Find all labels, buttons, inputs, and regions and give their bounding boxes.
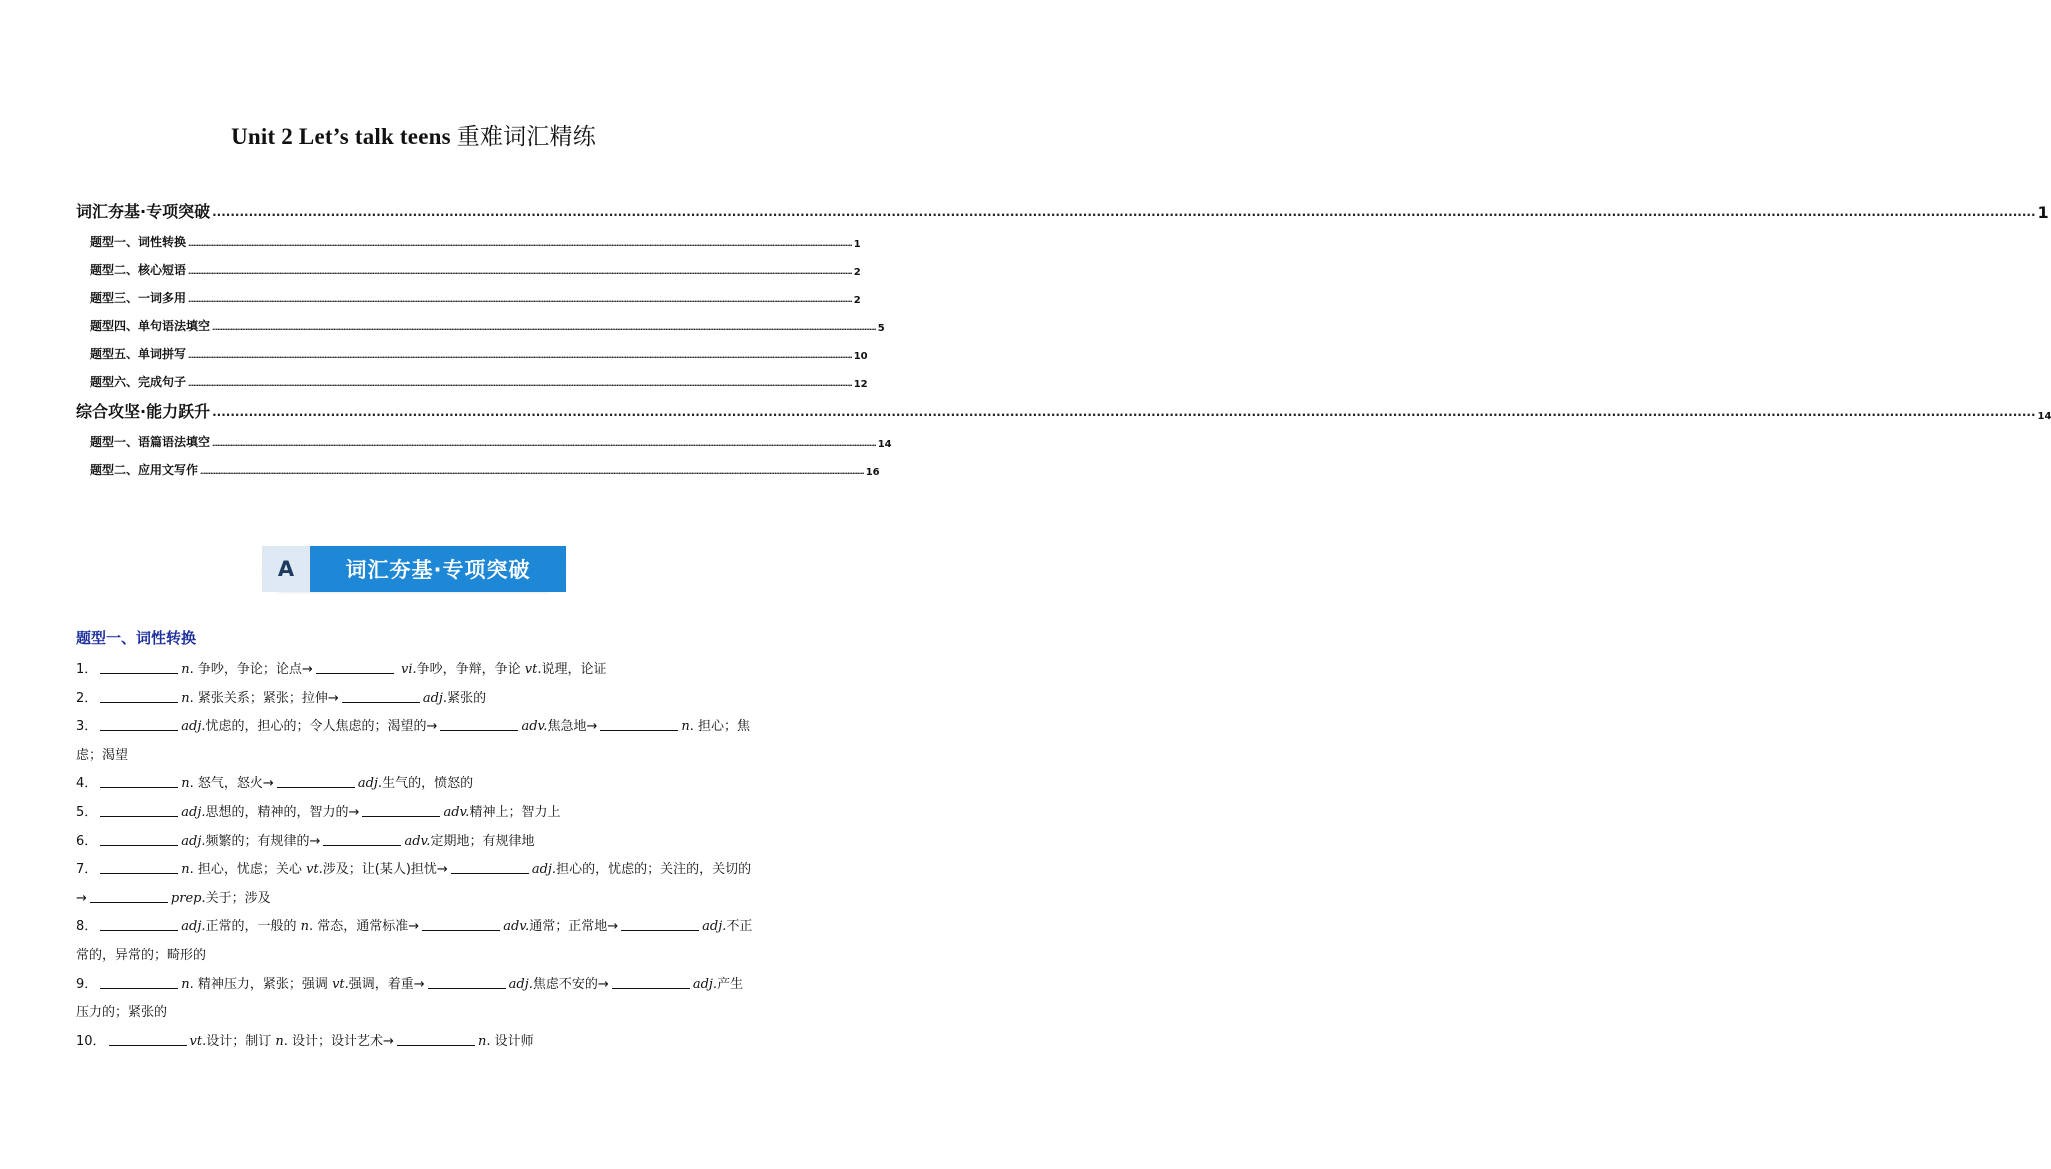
part-of-speech: adj. [181, 719, 206, 735]
toc-entry[interactable] [76, 306, 885, 334]
exercise-item [76, 713, 756, 770]
answer-blank[interactable] [451, 859, 529, 874]
toc-entry-label: 题型六、完成句子 [90, 375, 187, 389]
exercise-item [76, 1028, 756, 1057]
definition-text: 思想的，精神的，智力的→ [205, 804, 360, 820]
part-of-speech: vt. [306, 862, 323, 878]
part-of-speech: n [477, 1033, 487, 1049]
definition-text: 焦急地→ [547, 719, 598, 735]
toc-entry-label: 综合攻坚·能力跃升 [76, 402, 211, 421]
toc-page-number: 14 [2037, 411, 2051, 422]
definition-text: 强调，着重→ [348, 976, 425, 992]
answer-blank[interactable] [100, 831, 178, 846]
item-number: 3． [76, 719, 98, 735]
definition-text: . 担心，忧虑；关心 [189, 862, 307, 878]
part-of-speech: n [181, 690, 190, 706]
toc-page-number: 5 [877, 323, 885, 334]
toc-page-number: 10 [853, 351, 868, 362]
answer-blank[interactable] [100, 916, 178, 931]
answer-blank[interactable] [100, 974, 178, 989]
part-of-speech: n [681, 719, 690, 735]
answer-blank[interactable] [100, 716, 178, 731]
item-number: 5． [76, 804, 98, 820]
definition-text: 担心的，忧虑的；关注的，关切的→ [76, 862, 752, 906]
title-chinese: 重难词汇精练 [456, 124, 596, 150]
section-heading: 题型一、词性转换 [76, 629, 197, 647]
definition-text: . 常态，通常标准→ [309, 919, 420, 935]
definition-text: 涉及；让(某人)担忧→ [322, 862, 448, 878]
table-of-contents [76, 190, 2051, 478]
toc-entry-label: 题型五、单词拼写 [90, 347, 187, 361]
item-number: 10． [76, 1033, 106, 1049]
answer-blank[interactable] [100, 688, 178, 703]
part-of-speech: vt. [332, 976, 349, 992]
definition-text: 频繁的；有规律的→ [205, 833, 321, 849]
toc-leader-dots: ................................................................................................................................................................................................................................................................................................................................................................................................................ [212, 324, 876, 332]
answer-blank[interactable] [100, 859, 178, 874]
part-of-speech: vt. [189, 1033, 207, 1049]
toc-leader-dots: ................................................................................................................................................................................................................................................................................................................................................................................................................ [212, 405, 2036, 419]
part-of-speech: n [275, 1033, 284, 1049]
answer-blank[interactable] [342, 688, 420, 703]
answer-blank[interactable] [621, 916, 699, 931]
banner-letter: A [262, 546, 310, 592]
toc-entry-label: 题型一、语篇语法填空 [90, 435, 211, 449]
part-of-speech: adv. [404, 833, 431, 849]
toc-page-number: 1 [853, 239, 861, 250]
toc-entry[interactable] [76, 278, 861, 306]
exercise-item [76, 685, 756, 714]
answer-blank[interactable] [323, 831, 401, 846]
answer-blank[interactable] [422, 916, 500, 931]
exercise-item [76, 770, 756, 799]
definition-text: 紧张的 [447, 690, 487, 706]
toc-page-number: 16 [865, 467, 880, 478]
part-of-speech: vt. [524, 662, 542, 677]
definition-text: . 担心；焦虑；渴望 [76, 719, 750, 763]
part-of-speech: n [181, 976, 190, 992]
exercise-item [76, 656, 756, 685]
part-of-speech: adj. [702, 919, 727, 935]
definition-text: 说理，论证 [541, 662, 607, 677]
part-of-speech: adj. [357, 776, 383, 792]
part-of-speech: adj. [531, 862, 557, 878]
item-number: 7． [76, 862, 98, 878]
answer-blank[interactable] [362, 802, 440, 817]
part-of-speech: adj. [181, 833, 206, 849]
item-number: 8． [76, 919, 98, 935]
toc-leader-dots: ................................................................................................................................................................................................................................................................................................................................................................................................................ [188, 352, 852, 360]
toc-entry-label: 题型四、单句语法填空 [90, 319, 211, 333]
toc-page-number: 1 [2037, 203, 2049, 222]
part-of-speech: adj. [422, 690, 448, 706]
toc-entry-label: 题型一、词性转换 [90, 235, 187, 249]
definition-text: 不正常的，异常的；畸形的 [76, 919, 753, 963]
definition-text: 定期地；有规律地 [430, 833, 535, 849]
exercise-list [76, 656, 756, 1056]
part-of-speech: n [300, 919, 310, 935]
definition-text: 设计；制订 [206, 1033, 276, 1049]
part-of-speech: adv. [521, 719, 548, 735]
toc-entry[interactable] [76, 194, 2049, 222]
page-title [0, 118, 827, 151]
toc-entry-label: 题型二、核心短语 [90, 263, 187, 277]
definition-text: . 设计师 [486, 1033, 534, 1049]
toc-entry-label: 题型二、应用文写作 [90, 463, 199, 477]
definition-text: 忧虑的，担心的；令人焦虑的；渴望的→ [205, 719, 438, 735]
definition-text: 关于；涉及 [205, 890, 271, 906]
part-of-speech: prep. [170, 890, 206, 906]
toc-leader-dots: ................................................................................................................................................................................................................................................................................................................................................................................................................ [200, 468, 864, 476]
toc-entry[interactable] [76, 334, 868, 362]
part-of-speech: adv. [443, 804, 470, 820]
answer-blank[interactable] [109, 1031, 187, 1046]
exercise-item [76, 828, 756, 857]
toc-leader-dots: ................................................................................................................................................................................................................................................................................................................................................................................................................ [188, 380, 852, 388]
answer-blank[interactable] [100, 773, 178, 788]
toc-entry[interactable] [76, 250, 861, 278]
toc-leader-dots: ................................................................................................................................................................................................................................................................................................................................................................................................................ [188, 268, 852, 276]
exercise-item [76, 856, 756, 913]
part-of-speech: n [181, 662, 190, 677]
part-of-speech: adj. [181, 804, 206, 820]
exercise-item [76, 971, 756, 1028]
toc-leader-dots: ................................................................................................................................................................................................................................................................................................................................................................................................................ [188, 296, 852, 304]
answer-blank[interactable] [600, 716, 678, 731]
definition-text: 产生压力的；紧张的 [76, 976, 744, 1021]
toc-entry[interactable] [76, 222, 861, 250]
part-of-speech: adj. [692, 976, 718, 992]
definition-text: . 精神压力，紧张；强调 [189, 976, 333, 992]
definition-text: 焦虑不安的→ [532, 976, 609, 992]
toc-entry-label: 词汇夯基·专项突破 [76, 202, 211, 221]
answer-blank[interactable] [277, 773, 355, 788]
toc-leader-dots: ................................................................................................................................................................................................................................................................................................................................................................................................................ [212, 205, 2036, 219]
answer-blank[interactable] [397, 1031, 475, 1046]
part-of-speech: n [181, 776, 190, 792]
part-of-speech: adj. [181, 919, 206, 935]
item-number: 9． [76, 976, 98, 992]
part-of-speech: vi. [400, 662, 417, 677]
answer-blank[interactable] [440, 716, 518, 731]
answer-blank[interactable] [100, 802, 178, 817]
answer-blank[interactable] [612, 974, 690, 989]
definition-text: . 紧张关系；紧张；拉伸→ [189, 690, 339, 706]
item-number: 4． [76, 776, 98, 792]
toc-page-number: 2 [853, 295, 861, 306]
section-banner [262, 546, 566, 592]
item-number: 2． [76, 690, 98, 706]
title-english: Unit 2 Let’s talk teens [231, 124, 457, 149]
toc-entry[interactable] [76, 362, 868, 390]
toc-page-number: 2 [853, 267, 861, 278]
toc-entry[interactable] [76, 394, 2051, 422]
toc-leader-dots: ................................................................................................................................................................................................................................................................................................................................................................................................................ [188, 240, 852, 248]
definition-text: . 争吵，争论；论点→ [189, 662, 313, 677]
toc-entry[interactable] [76, 422, 892, 450]
answer-blank[interactable] [428, 974, 506, 989]
definition-text: 争吵，争辩，争论 [416, 662, 525, 677]
toc-page-number: 14 [877, 439, 892, 450]
toc-entry[interactable] [76, 450, 880, 478]
definition-text: 正常的，一般的 [205, 919, 301, 935]
definition-text: 通常；正常地→ [529, 919, 619, 935]
toc-leader-dots: ................................................................................................................................................................................................................................................................................................................................................................................................................ [212, 440, 876, 448]
answer-blank[interactable] [100, 659, 178, 674]
banner-text: 词汇夯基·专项突破 [310, 546, 566, 592]
definition-text: 精神上；智力上 [469, 804, 561, 820]
item-number: 1． [76, 662, 98, 677]
part-of-speech: adj. [508, 976, 533, 992]
answer-blank[interactable] [90, 888, 168, 903]
exercise-item [76, 913, 756, 970]
definition-text: . 设计；设计艺术→ [283, 1033, 394, 1049]
definition-text: . 怒气，怒火→ [189, 776, 274, 792]
part-of-speech: adv. [503, 919, 530, 935]
exercise-item [76, 799, 756, 828]
definition-text: 生气的，愤怒的 [382, 776, 474, 792]
toc-entry-label: 题型三、一词多用 [90, 291, 187, 305]
item-number: 6． [76, 833, 98, 849]
part-of-speech: n [181, 862, 190, 878]
answer-blank[interactable] [316, 659, 394, 674]
toc-page-number: 12 [853, 379, 868, 390]
